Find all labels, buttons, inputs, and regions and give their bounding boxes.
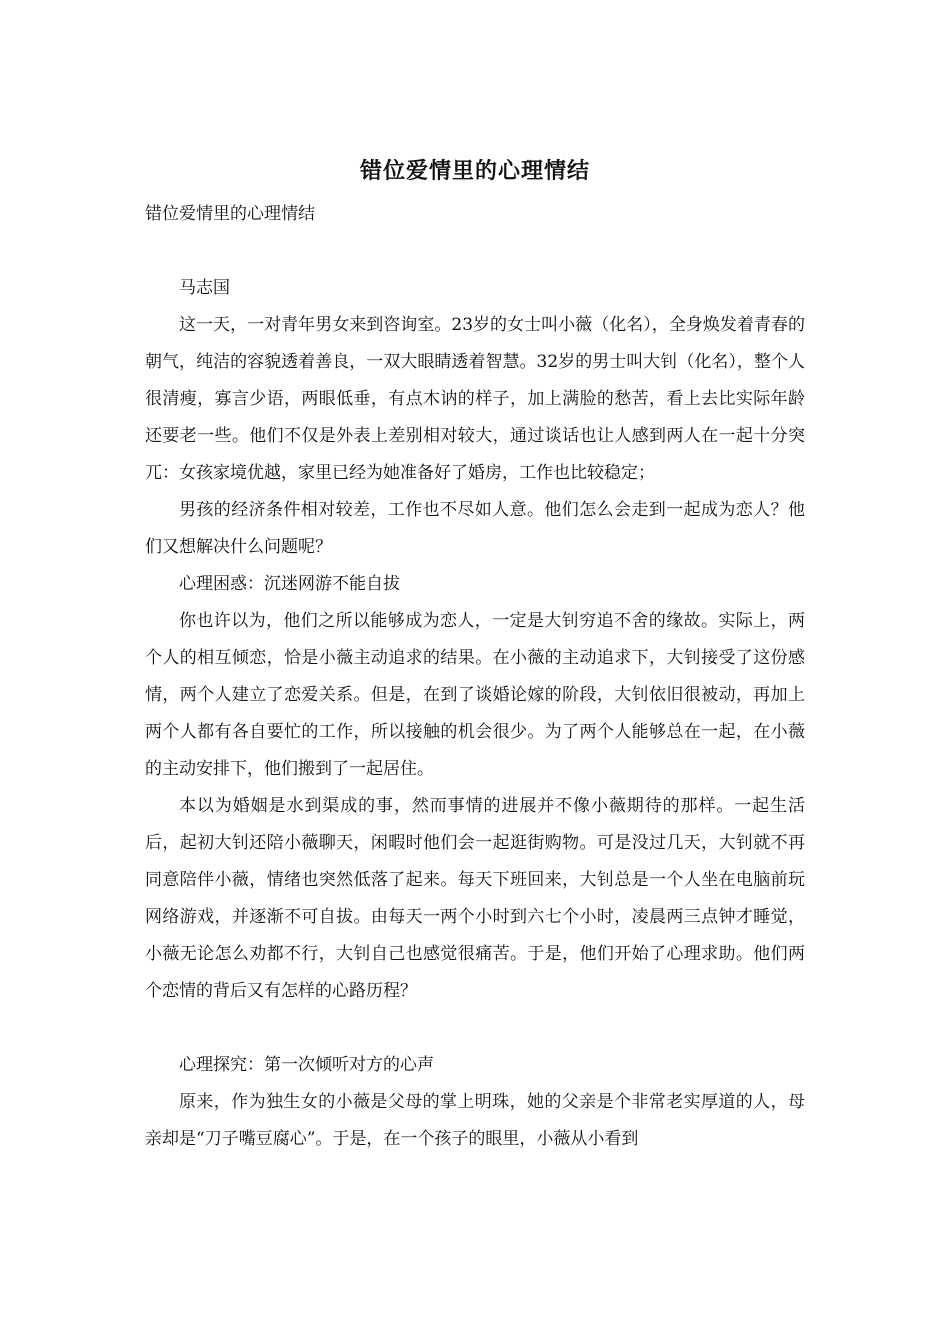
- paragraph: 原来，作为独生女的小薇是父母的掌上明珠，她的父亲是个非常老实厚道的人，母亲却是“刀子嘴豆腐心”。于是，在一个孩子的眼里，小薇从小看到: [145, 1092, 805, 1149]
- section-heading: 心理困惑：沉迷网游不能自拔: [179, 574, 400, 594]
- document-body: [145, 270, 805, 1158]
- paragraph: 男孩的经济条件相对较差，工作也不尽如人意。他们怎么会走到一起成为恋人？他们又想解决什么问题呢？: [145, 500, 805, 557]
- author-line: 马志国: [179, 278, 230, 298]
- section-heading: 心理探究：第一次倾听对方的心声: [179, 1055, 434, 1075]
- document-subtitle: 错位爱情里的心理情结: [145, 204, 315, 224]
- document-title: 错位爱情里的心理情结: [359, 158, 590, 184]
- paragraph: 你也许以为，他们之所以能够成为恋人，一定是大钊穷追不舍的缘故。实际上，两个人的相互倾恋，恰是小薇主动追求的结果。在小薇的主动追求下，大钊接受了这份感情，两个人建立了恋爱关系。但是，在到了谈婚论嫁的阶段，大钊依旧很被动，再加上两个人都有各自要忙的工作，所以接触的机会很少。为了两个人能够总在一起，在小薇的主动安排下，他们搬到了一起居住。: [145, 611, 805, 779]
- paragraph: 这一天，一对青年男女来到咨询室。23岁的女士叫小薇（化名），全身焕发着青春的朝气，纯洁的容貌透着善良，一双大眼睛透着智慧。32岁的男士叫大钊（化名），整个人很清瘦，寡言少语，两眼低垂，有点木讷的样子，加上满脸的愁苦，看上去比实际年龄还要老一些。他们不仅是外表上差别相对较大，通过谈话也让人感到两人在一起十分突兀：女孩家境优越，家里已经为她准备好了婚房，工作也比较稳定；: [145, 315, 805, 483]
- blank-line: [145, 1010, 805, 1047]
- paragraph: 本以为婚姻是水到渠成的事，然而事情的进展并不像小薇期待的那样。一起生活后，起初大钊还陪小薇聊天，闲暇时他们会一起逛街购物。可是没过几天，大钊就不再同意陪伴小薇，情绪也突然低落了起来。每天下班回来，大钊总是一个人坐在电脑前玩网络游戏，并逐渐不可自拔。由每天一两个小时到六七个小时，凌晨两三点钟才睡觉，小薇无论怎么劝都不行，大钊自己也感觉很痛苦。于是，他们开始了心理求助。他们两个恋情的背后又有怎样的心路历程？: [145, 796, 805, 1001]
